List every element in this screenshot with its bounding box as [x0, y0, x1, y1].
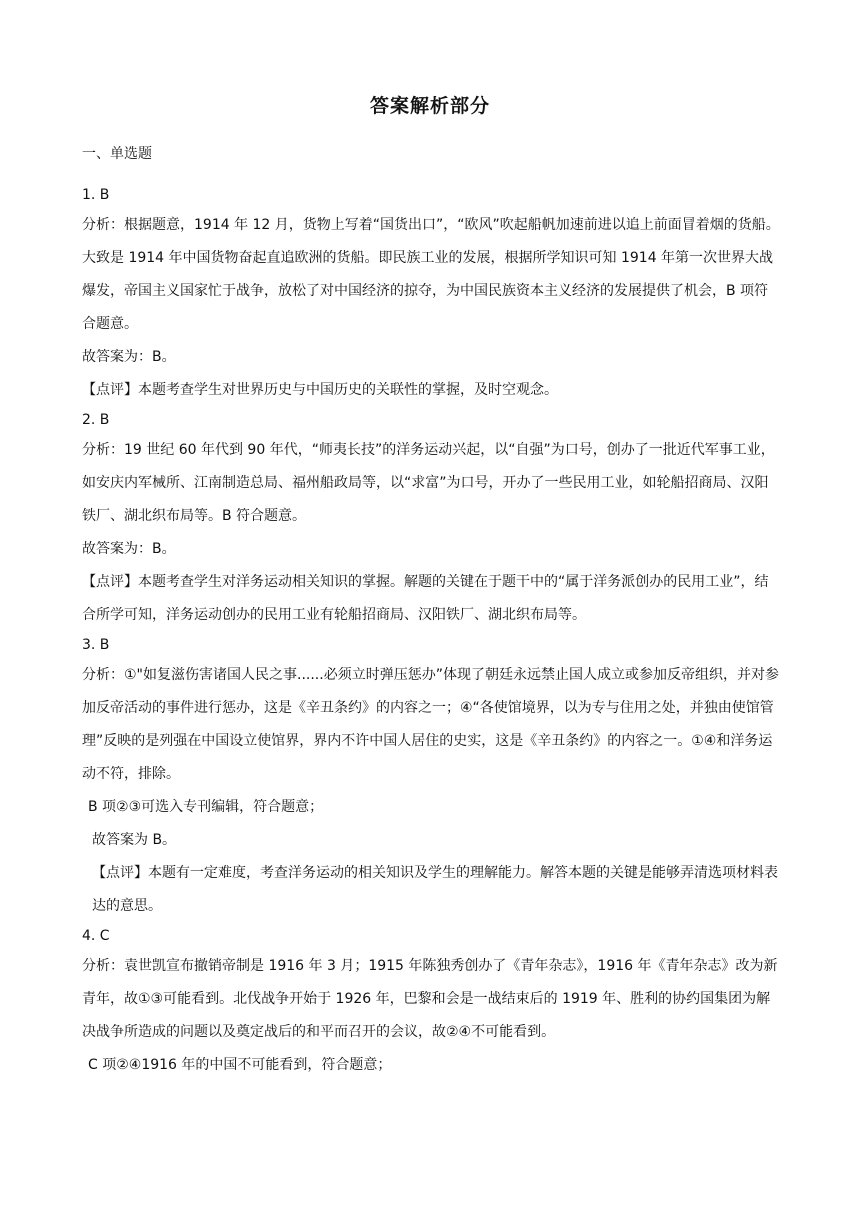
answer-line: 故答案为：B。 [82, 541, 176, 557]
option-line: B 项②③可选入专刊编辑，符合题意； [88, 799, 324, 815]
answer-line: 故答案为：B。 [82, 349, 176, 365]
answer-content [82, 182, 782, 1082]
comment-paragraph: 【点评】本题考查学生对洋务运动相关知识的掌握。解题的关键在于题干中的“属于洋务派创办的民用工业”，结合所学可知，洋务运动创办的民用工业有轮船招商局、汉阳铁厂、湖北织布局等。 [82, 574, 769, 623]
question-number: 3. B [82, 637, 110, 653]
question-number: 4. C [82, 928, 110, 944]
analysis-paragraph: 分析：①"如复滋伤害诸国人民之事......必须立时弹压惩办”体现了朝廷永远禁止国人成立或参加反帝组织，并对参加反帝活动的事件进行惩办，这是《辛丑条约》的内容之一；④“各使馆境界，以为专与住用之处，并独由使馆管理”反映的是列强在中国设立使馆界，界内不许中国人居住的史实，这是《辛丑条约》的内容之一。①④和洋务运动不符，排除。 [82, 667, 779, 782]
analysis-paragraph: 分析：19 世纪 60 年代到 90 年代，“师夷长技”的洋务运动兴起，以“自强”为口号，创办了一批近代军事工业，如安庆内军械所、江南制造总局、福州船政局等，以“求富”为口号，开办了一些民用工业，如轮船招商局、汉阳铁厂、湖北织布局等。B 符合题意。 [82, 442, 775, 524]
analysis-paragraph: 分析：袁世凯宣布撤销帝制是 1916 年 3 月；1915 年陈独秀创办了《青年杂志》，1916 年《青年杂志》改为新青年，故①③可能看到。北伐战争开始于 1926 年，巴黎和会是一战结束后的 1919 年、胜利的协约国集团为解决战争所造成的问题以及奠定战后的和平而召开的会议，故②④不可能看到。 [82, 958, 778, 1040]
option-line: C 项②④1916 年的中国不可能看到，符合题意； [88, 1057, 392, 1073]
comment-paragraph: 【点评】本题有一定难度，考查洋务运动的相关知识及学生的理解能力。解答本题的关键是能够弄清选项材料表达的意思。 [92, 865, 778, 914]
analysis-paragraph: 分析：根据题意，1914 年 12 月，货物上写着“国货出口”，“欧风”吹起船帆加速前进以追上前面冒着烟的货船。大致是 1914 年中国货物奋起直追欧洲的货船。即民族工业的发展，根据所学知识可知 1914 年第一次世界大战爆发，帝国主义国家忙于战争，放松了对中国经济的掠夺，为中国民族资本主义经济的发展提供了机会，B 项符合题意。 [82, 217, 780, 332]
question-number: 1. B [82, 187, 110, 203]
section-heading: 一、单选题 [82, 146, 152, 162]
question-number: 2. B [82, 412, 110, 428]
answer-line: 故答案为 B。 [92, 832, 177, 848]
page-title: 答案解析部分 [369, 95, 490, 117]
comment-paragraph: 【点评】本题考查学生对世界历史与中国历史的关联性的掌握，及时空观念。 [82, 382, 558, 398]
